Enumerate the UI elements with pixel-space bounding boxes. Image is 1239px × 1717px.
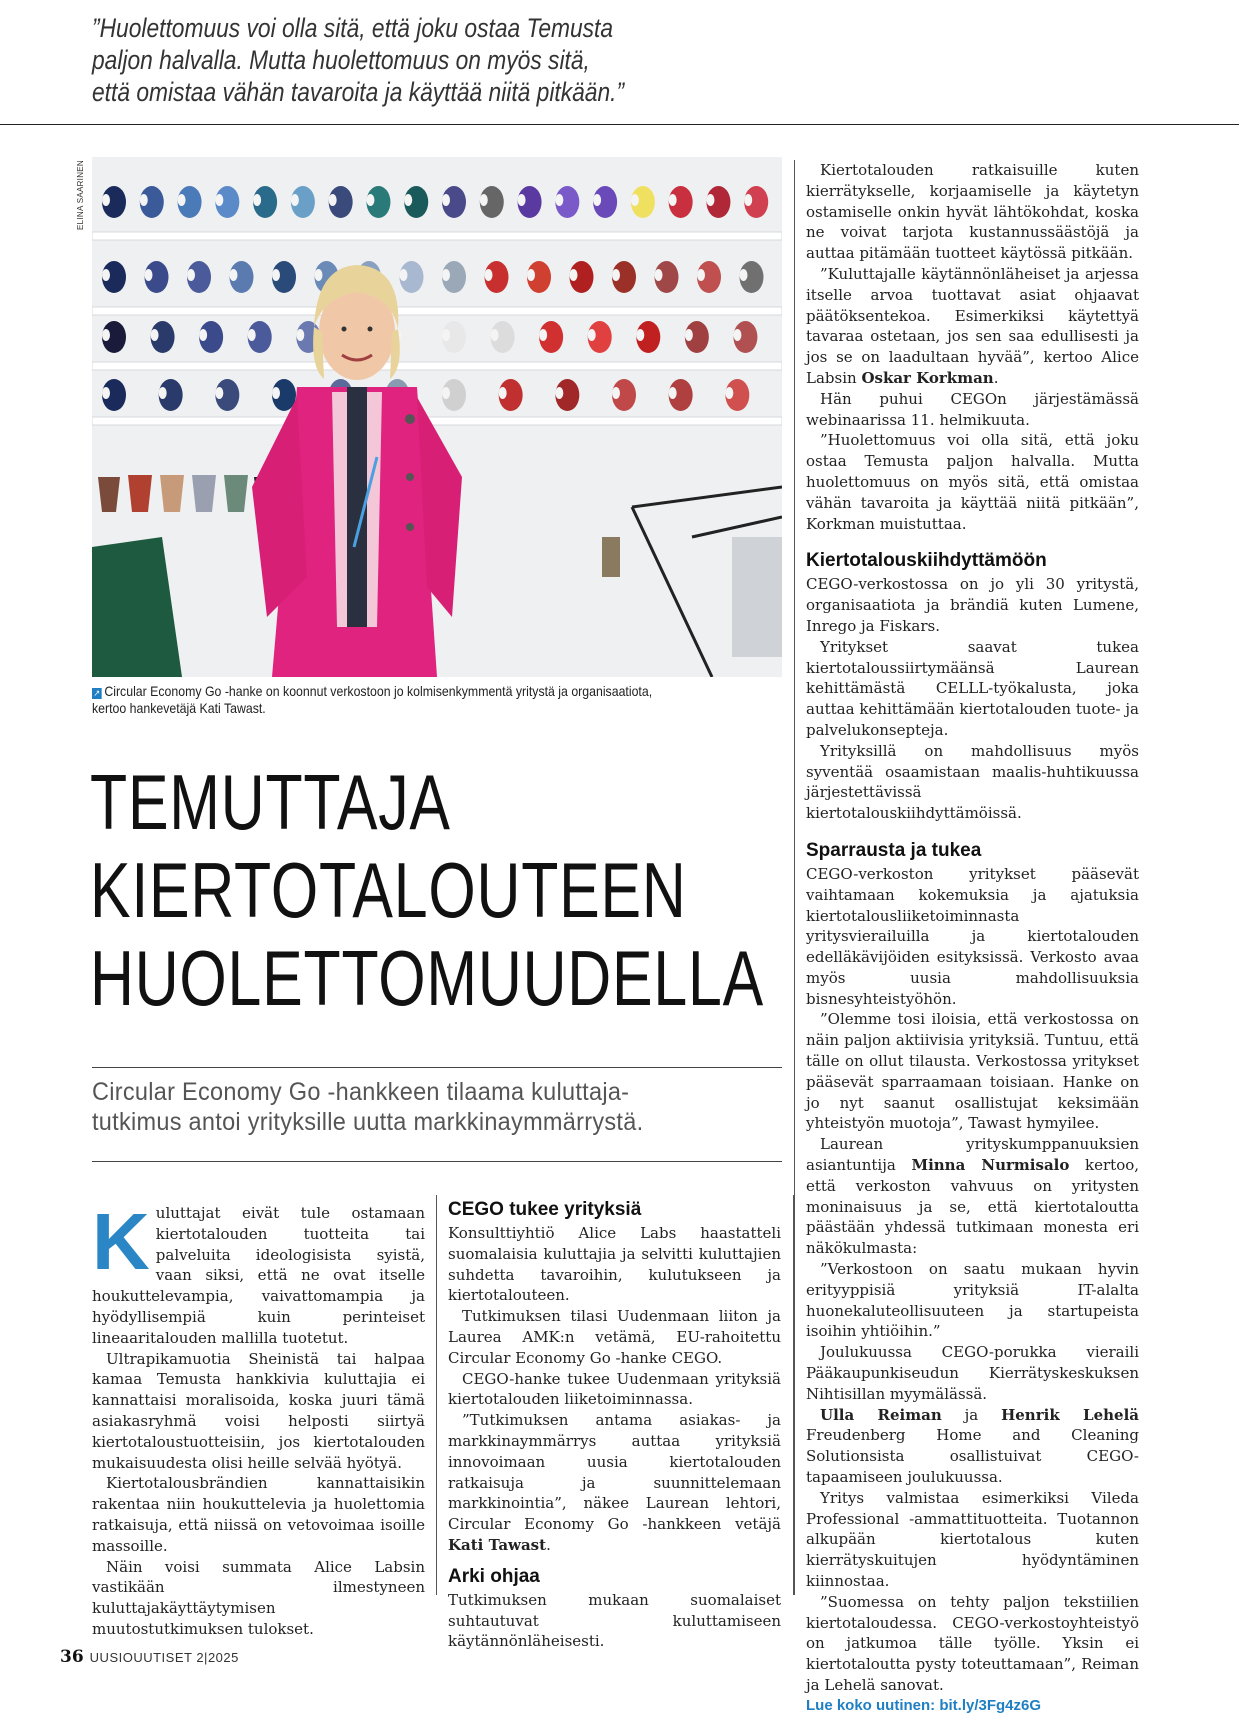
- arrow-icon: ↗: [93, 688, 101, 698]
- body-paragraph: ”Olemme tosi iloisia, että verkostossa on näin paljon aktiivisia yrityksiä. Tuntuu, että tälle on ollut tilausta. Verkostossa yritykset pääsevät sparraamaan toisiaan. Hanke on jo nyt saanut osallistujat keksimään yhteistyön muotoja”, Tawast hymyilee.: [806, 1010, 1139, 1133]
- body-paragraph: Kiertotalousbrändien kannattaisikin rakentaa niin houkuttelevia ja huolettomia ratkaisuja, että niissä on vetovoimaa isoille massoille.: [92, 1474, 425, 1555]
- thread-spool-core: [697, 269, 705, 281]
- thread-spool-core: [669, 387, 677, 399]
- body-paragraph: CEGO-verkostossa on jo yli 30 yritystä, organisaatiota ja brändiä kuten Lumene, Inrego ja Fiskars.: [806, 575, 1139, 635]
- thread-spool-core: [296, 329, 304, 341]
- body-paragraph: ”Kuluttajalle käytännönläheiset ja arjessa itselle arvoa tuottavat asiat ohjaavat päätöksentekoa. Esimerkiksi käytettyä tavaraa ostetaan, jos sen saa edullisesti ja jos se on laadultaan hyvää”, kertoo Alice Labsin Oskar Korkman.: [806, 264, 1139, 387]
- thread-spool-core: [272, 269, 280, 281]
- lead-paragraph: Circular Economy Go -hankkeen tilaama kuluttaja- tutkimus antoi yrityksille uutta markkinaymmärrystä.: [92, 1078, 644, 1136]
- body-paragraph: CEGO-hanke tukee Uudenmaan yrityksiä kiertotalouden liiketoiminnassa.: [448, 1369, 781, 1409]
- thread-spool-core: [612, 269, 620, 281]
- pull-quote: [92, 12, 625, 108]
- thread-spool-core: [733, 329, 741, 341]
- thread-spool-core: [329, 194, 337, 206]
- thread-spool-core: [588, 329, 596, 341]
- lead-rule-top: [92, 1067, 782, 1068]
- thread-spool-core: [102, 387, 110, 399]
- body-paragraph: Kuluttajat eivät tule ostamaan kiertotalouden tuotteita tai palveluita ideologisista syistä, vaan siksi, että ne ovat itselle houkuttelevampia, vaivattomampia ja hyödyllisempiä kuin perinteiset lineaaritalouden mallilla tuotetut.: [92, 1197, 425, 1347]
- thread-spool-core: [178, 194, 186, 206]
- column-2: [448, 1197, 781, 1652]
- pull-quote-line: ”Huolettomuus voi olla sitä, että joku ostaa Temusta: [92, 13, 614, 43]
- thread-spool-core: [442, 329, 450, 341]
- thread-spool-core: [499, 387, 507, 399]
- thread-spool-core: [187, 269, 195, 281]
- lead-rule-bottom: [92, 1161, 782, 1162]
- article-photo: [92, 157, 782, 677]
- body-paragraph: ”Huolettomuus voi olla sitä, että joku ostaa Temusta paljon halvalla. Mutta huolettomuus on myös sitä, että omistaa vähän tavaroita ja käyttää niitä pitkään”, Korkman muistuttaa.: [806, 431, 1139, 533]
- thread-spool-core: [655, 269, 663, 281]
- thread-spool-core: [491, 329, 499, 341]
- subheading: Sparrausta ja tukea: [806, 839, 982, 861]
- body-paragraph: ”Suomessa on tehty paljon tekstiilien kiertotaloudessa. CEGO-verkostoyhteistyö on jatkumoa tälle työlle. Yksin ei kiertotaloutta pysty toteuttamaan”, Reiman ja Lehelä sanovat.: [806, 1592, 1139, 1694]
- thread-spool-core: [102, 329, 110, 341]
- subheading: Kiertotalouskiihdyttämöön: [806, 550, 1047, 572]
- body-paragraph: Ultrapikamuotia Sheinistä tai halpaa kamaa Temusta hankkivia kuluttajia ei kannattaisi moralisoida, koska juuri tämä asiakasryhmä voisi helposti siirtyä kiertotaloustuotteisiin, jos kiertotalouden mukaisuudesta olisi heille selvää hyötyä.: [92, 1349, 425, 1472]
- thread-spool-core: [442, 194, 450, 206]
- thread-spool-core: [253, 194, 261, 206]
- read-more-link[interactable]: Lue koko uutinen: bit.ly/3Fg4z6G: [806, 1696, 1042, 1714]
- thread-spool-core: [159, 387, 167, 399]
- thread-spool-core: [315, 269, 323, 281]
- thread-spool-core: [140, 194, 148, 206]
- body-paragraph: Laurean yrityskumppanuuksien asiantuntija Minna Nurmisalo kertoo, että verkoston vahvuus on yritysten moninaisuus ja se, että kiertotaloutta päästään yhdessä tutkimaan monesta eri näkökulmasta:: [806, 1135, 1140, 1258]
- body-paragraph: Tutkimuksen mukaan suomalaiset suhtautuvat kuluttamiseen käytännönläheisesti.: [448, 1590, 781, 1651]
- body-paragraph: CEGO-verkoston yritykset pääsevät vaihtamaan kokemuksia ja ajatuksia kiertotalousliiketoiminnasta yritysvierailuilla ja kiertotalouden edelläkävijöiden esityksissä. Verkosto avaa myös uusia mahdollisuuksia bisnesyhteistyöhön.: [806, 864, 1139, 1008]
- body-paragraph: ”Tutkimuksen antama asiakas- ja markkinaymmärrys auttaa yrityksiä innovoimaan uusia kiertotalouden ratkaisuja ja suunnittelemaan markkinointia”, näkee Laurean lehtori, Circular Economy Go -hankkeen vetäjä Kati Tawast.: [448, 1411, 781, 1554]
- thread-spool-core: [631, 194, 639, 206]
- body-paragraph: ”Verkostoon on saatu mukaan hyvin erityyppisiä yrityksiä IT-alalta huonekaluteollisuuteen ja startupeista isoihin yhtiöihin.”: [806, 1260, 1139, 1341]
- thread-spool-core: [404, 194, 412, 206]
- thread-spool-core: [102, 269, 110, 281]
- thread-spool-core: [539, 329, 547, 341]
- photo-illustration: [92, 157, 782, 677]
- body-paragraph: Tutkimuksen tilasi Uudenmaan liiton ja Laurea AMK:n vetämä, EU-rahoitettu Circular Economy Go -hanke CEGO.: [448, 1307, 781, 1367]
- thread-spool-core: [215, 194, 223, 206]
- thread-spool-core: [485, 269, 493, 281]
- body-paragraph: Yritys valmistaa esimerkiksi Vileda Professional -ammattituotteita. Tuotannon alkupään kiertotalous kuten kierrätyskuitujen hyödyntäminen kiinnostaa.: [806, 1488, 1139, 1590]
- body-paragraph: Ulla Reiman ja Henrik Lehelä Freudenberg Home and Cleaning Solutionsista osallistuivat CEGO-tapaamiseen joulukuussa.: [806, 1405, 1139, 1487]
- thread-spool-core: [612, 387, 620, 399]
- thread-spool-core: [480, 194, 488, 206]
- pull-quote-line: että omistaa vähän tavaroita ja käyttää niitä pitkään.”: [92, 77, 625, 107]
- subheading: Arki ohjaa: [448, 1565, 540, 1587]
- body-paragraph: Näin voisi summata Alice Labsin vastikään ilmestyneen kuluttajakäyttäytymisen muutostutkimuksen tulokset.: [92, 1557, 425, 1638]
- thread-spool-core: [527, 269, 535, 281]
- thread-spool-core: [145, 269, 153, 281]
- page-number: 36: [60, 1647, 84, 1667]
- thread-spool-core: [199, 329, 207, 341]
- column-divider: [794, 160, 795, 1595]
- top-divider: [0, 124, 1239, 125]
- thread-spool-core: [593, 194, 601, 206]
- thread-spool-core: [685, 329, 693, 341]
- thread-spool-core: [102, 194, 110, 206]
- body-paragraph: Hän puhui CEGOn järjestämässä webinaarissa 11. helmikuuta.: [806, 389, 1139, 429]
- thread-spool-core: [725, 387, 733, 399]
- thread-spool-core: [518, 194, 526, 206]
- body-paragraph: Yrityksillä on mahdollisuus myös syventää osaamistaan maalis-huhtikuussa järjestettävissä kiertotalouskiihdyttämöissä.: [806, 741, 1139, 823]
- page-footer: [60, 1647, 239, 1667]
- thread-spool-core: [151, 329, 159, 341]
- thread-spool-core: [744, 194, 752, 206]
- body-paragraph: Konsulttiyhtiö Alice Labs haastatteli suomalaisia kuluttajia ja selvitti kuluttajien suhdetta tavaroihin, kulutukseen ja kiertotalouteen.: [448, 1224, 781, 1305]
- thread-spool-core: [215, 387, 223, 399]
- body-paragraph: Joulukuussa CEGO-porukka vieraili Pääkaupunkiseudun Kierrätyskeskuksen Nihtisillan myymälässä.: [806, 1343, 1139, 1403]
- thread-spool-core: [570, 269, 578, 281]
- body-paragraph: Kiertotalouden ratkaisuille kuten kierrätykselle, korjaamiselle ja käytetyn ostamiselle onkin hyvät lähtökohdat, koska ne voivat tarjota kustannussäästöjä ja auttaa pitämään tuotteet käytössä pitkään.: [806, 161, 1139, 263]
- magazine-issue: UUSIOUUTISET 2|2025: [89, 1650, 239, 1665]
- thread-spool-core: [366, 194, 374, 206]
- column-1: [92, 1197, 425, 1640]
- column-divider: [436, 1195, 437, 1595]
- thread-spool-core: [291, 194, 299, 206]
- thread-spool-core: [230, 269, 238, 281]
- photo-credit: ELINA SAARINEN: [76, 159, 85, 230]
- thread-spool-core: [740, 269, 748, 281]
- thread-spool-core: [442, 387, 450, 399]
- thread-spool-core: [636, 329, 644, 341]
- thread-spool-core: [706, 194, 714, 206]
- thread-spool-core: [442, 269, 450, 281]
- photo-caption: ↗ Circular Economy Go -hanke on koonnut verkostoon jo kolmisenkymmentä yritystä ja organisaatiota, kertoo hankevetäjä Kati Tawast.: [92, 683, 653, 716]
- thread-spool-core: [669, 194, 677, 206]
- drop-cap: K: [92, 1197, 150, 1286]
- thread-spool-core: [272, 387, 280, 399]
- article-headline: TEMUTTAJA KIERTOTALOUTEEN HUOLETTOMUUDELLA: [90, 758, 764, 1022]
- body-paragraph: Yritykset saavat tukea kiertotaloussiirtymäänsä Laurean kehittämästä CELLL-työkalusta, joka auttaa kehittämään kiertotalouden tuote- ja palvelukonseptejа.: [806, 637, 1139, 739]
- thread-spool-core: [248, 329, 256, 341]
- thread-spool-core: [555, 387, 563, 399]
- column-3: [806, 160, 1139, 1717]
- thread-spool-core: [400, 269, 408, 281]
- pull-quote-line: paljon halvalla. Mutta huolettomuus on myös sitä,: [92, 45, 590, 75]
- subheading: CEGO tukee yrityksiä: [448, 1199, 642, 1220]
- thread-spool-core: [555, 194, 563, 206]
